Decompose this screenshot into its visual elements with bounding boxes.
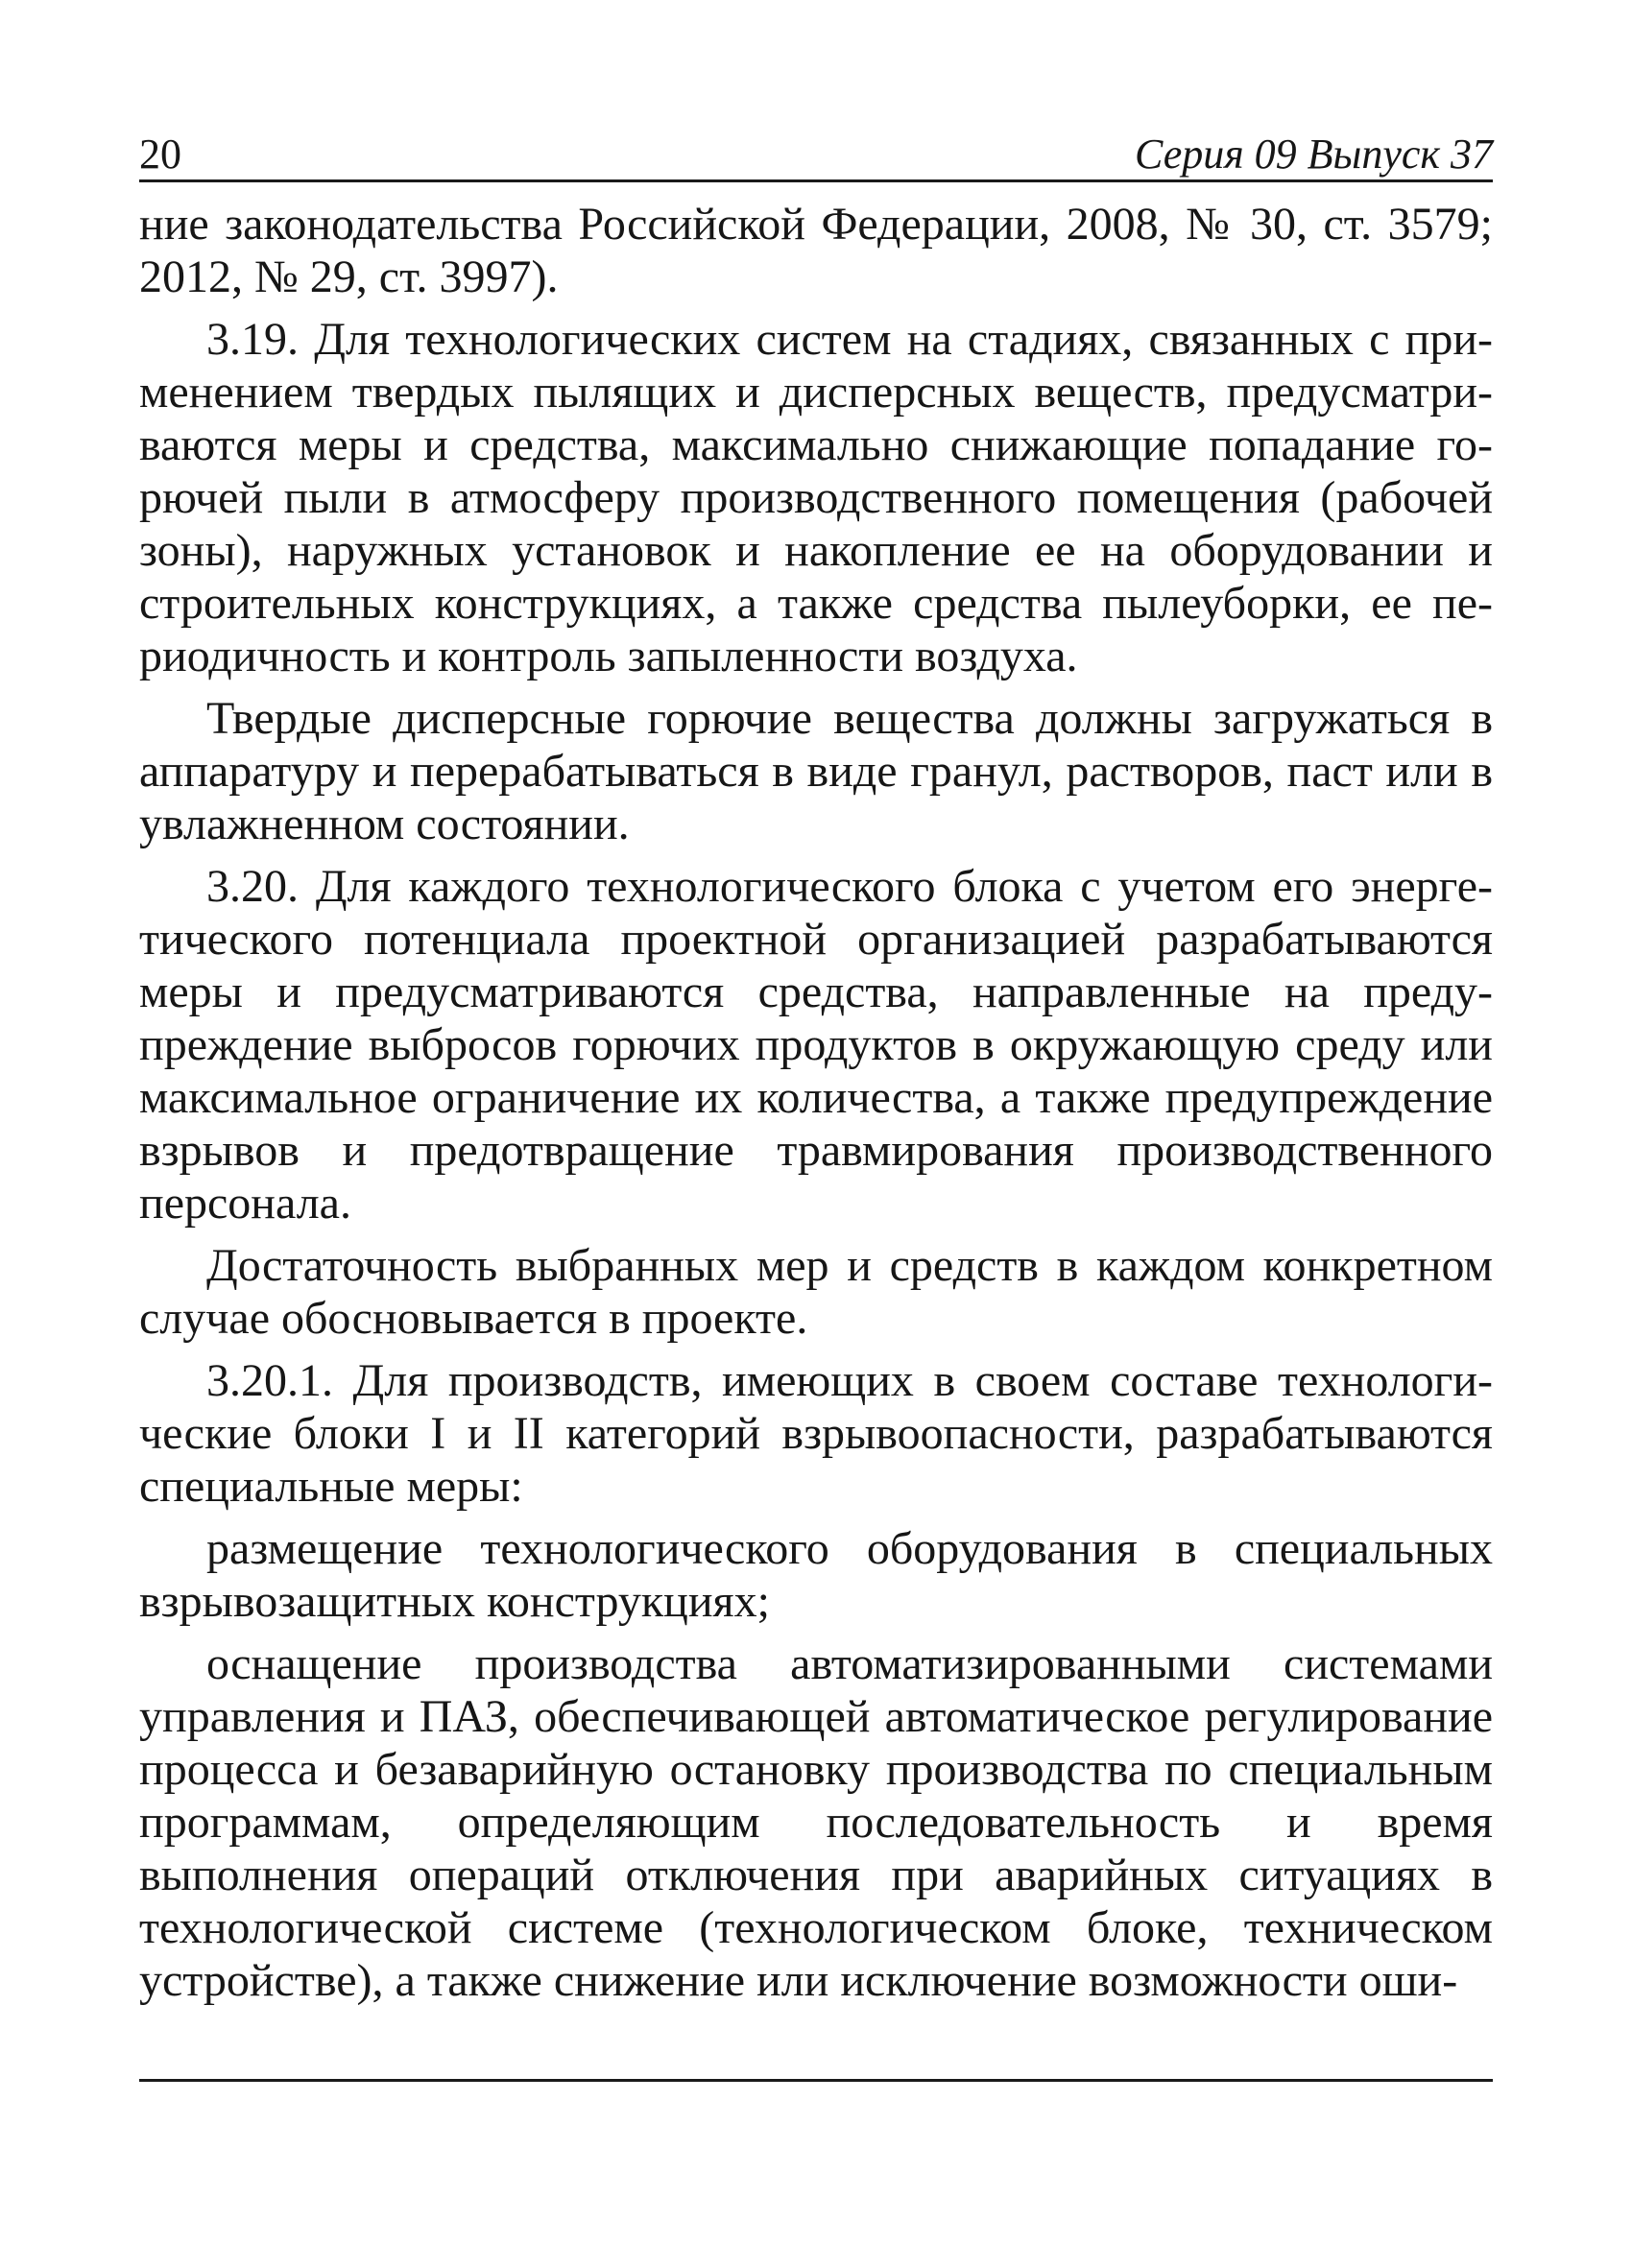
paragraph-automation: оснащение производства автоматизированными системами управления и ПАЗ, обеспечивающей автоматическое регулирование процесса и безаварийную остановку производства по специальным программам, определяющим последовательность и время выполнения операций отключения при аварийных ситуациях в технологической системе (технологическом блоке, техническом устройстве), а также снижение или исключение возможности оши- <box>139 1638 1493 2006</box>
page-number: 20 <box>139 131 181 178</box>
series-label: Серия 09 Выпуск 37 <box>1135 131 1493 178</box>
paragraph-sufficiency: Достаточность выбранных мер и средств в каждом конкретном случае обосновывается в проекте. <box>139 1240 1493 1344</box>
paragraph-equipment-placement: размещение технологического оборудования в специальных взрывозащитных конструкциях; <box>139 1523 1493 1627</box>
paragraph-solid-substances: Твердые дисперсные горючие вещества должны загружаться в аппаратуру и перерабатываться в виде гранул, растворов, паст или в увлажненном состоянии. <box>139 693 1493 849</box>
page-body <box>139 182 1493 2007</box>
paragraph-3-19: 3.19. Для технологических систем на стадиях, связанных с применением твердых пылящих и дисперсных веществ, предусматриваются меры и средства, максимально снижающие попадание горючей пыли в атмосферу производственного помещения (рабочей зоны), наружных установок и накопление ее на оборудовании и строительных конструкциях, а также средства пылеуборки, ее периодичность и контроль запыленности воздуха. <box>139 314 1493 681</box>
paragraph-3-20: 3.20. Для каждого технологического блока с учетом его энергетического потенциала проектной организацией разрабатываются меры и предусматриваются средства, направленные на предупреждение выбросов горючих продуктов в окружающую среду или максимальное ограничение их количества, а также предупреждение взрывов и предотвращение травмирования производственного персонала. <box>139 861 1493 1229</box>
footer-rule <box>139 2079 1493 2082</box>
document-page <box>139 130 1493 2007</box>
paragraph-3-20-1: 3.20.1. Для производств, имеющих в своем составе технологические блоки I и II категорий взрывоопасности, разрабатываются специальные меры: <box>139 1355 1493 1512</box>
paragraph-continuation: ние законодательства Российской Федерации, 2008, № 30, ст. 3579; 2012, № 29, ст. 3997). <box>139 199 1493 302</box>
page-header <box>139 130 1493 182</box>
